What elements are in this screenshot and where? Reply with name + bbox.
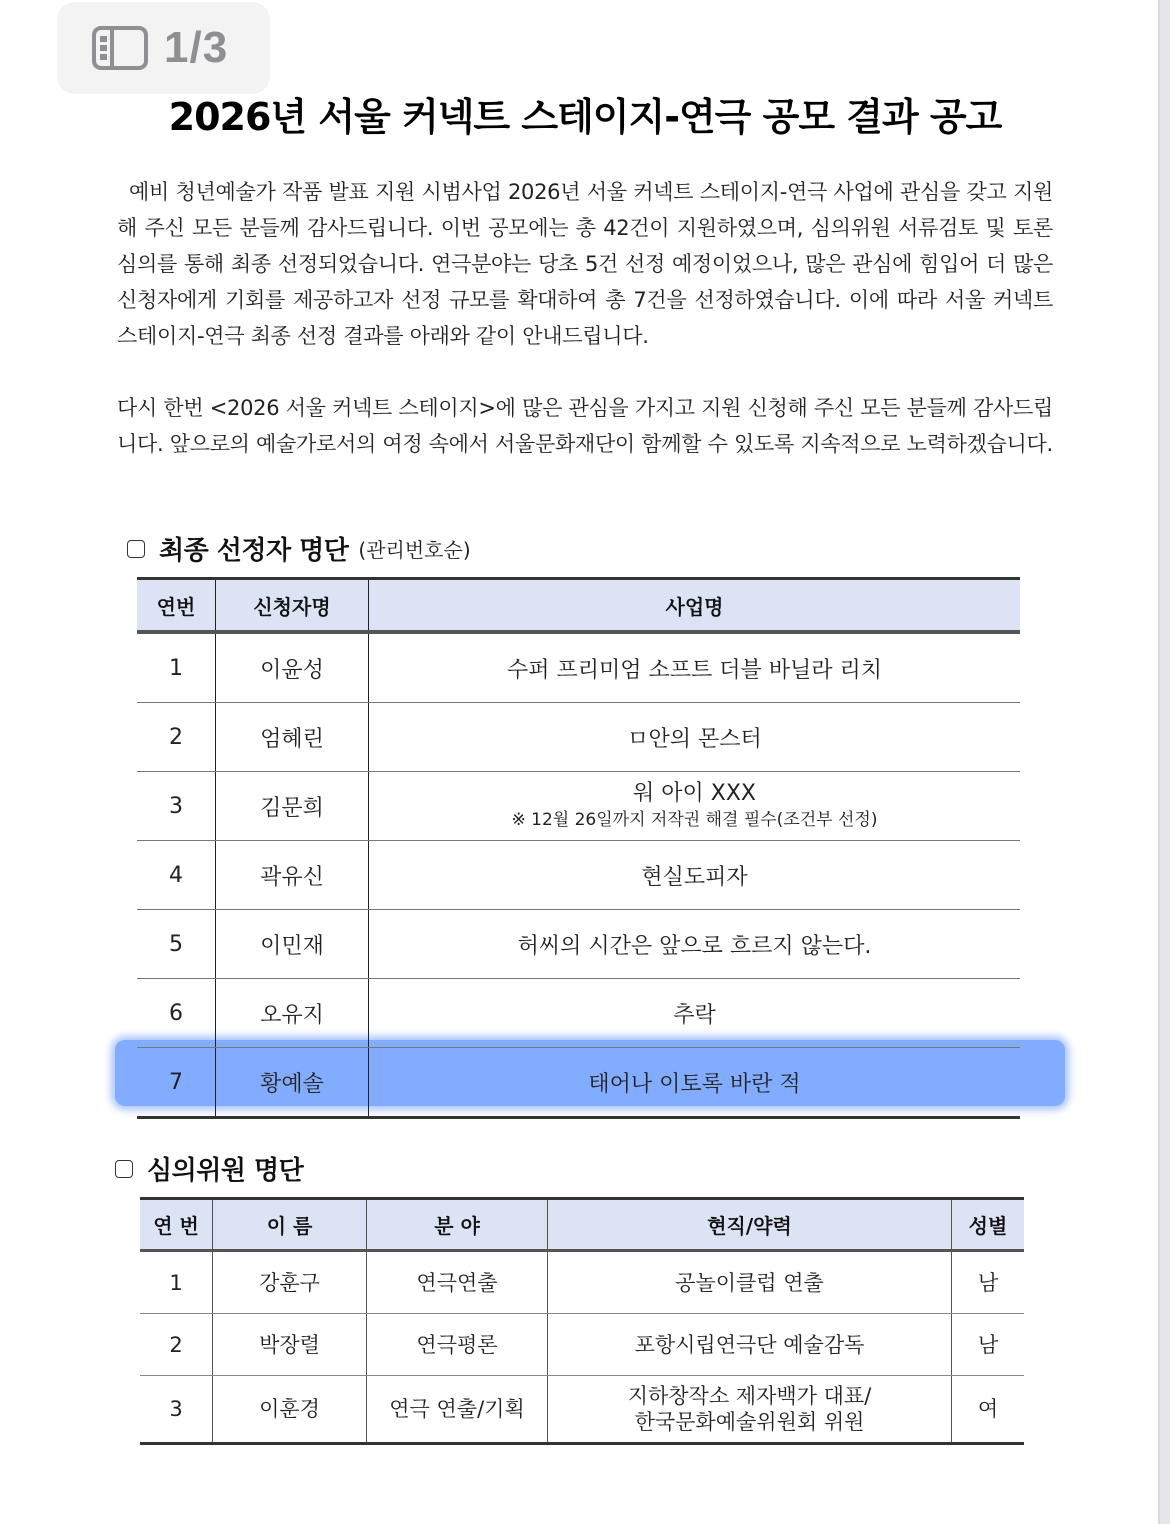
cell-project: ㅁ안의 몬스터 — [369, 703, 1021, 772]
cell-no: 2 — [140, 1314, 213, 1376]
column-header-field: 분 야 — [367, 1199, 548, 1251]
table-row — [140, 1314, 1024, 1376]
cell-no: 1 — [137, 632, 216, 703]
cell-name: 이훈경 — [213, 1376, 367, 1444]
page-indicator-badge[interactable] — [57, 2, 270, 94]
table-header-row — [137, 579, 1020, 633]
table-row — [137, 703, 1020, 772]
committee-table — [140, 1197, 1024, 1445]
page-number: 1/3 — [164, 23, 229, 72]
table-row — [140, 1251, 1024, 1314]
cell-no: 3 — [137, 772, 216, 841]
cell-field: 연극 연출/기획 — [367, 1376, 548, 1444]
cell-name: 황예솔 — [216, 1048, 369, 1118]
cell-position: 포항시립연극단 예술감독 — [548, 1314, 952, 1376]
position-line-2: 한국문화예술위원회 위원 — [634, 1410, 865, 1434]
checkbox-icon — [127, 540, 145, 558]
cell-name: 박장렬 — [213, 1314, 367, 1376]
cell-name: 김문희 — [216, 772, 369, 841]
cell-name: 이민재 — [216, 910, 369, 979]
checkbox-icon — [115, 1160, 133, 1178]
cell-no: 5 — [137, 910, 216, 979]
cell-no: 6 — [137, 979, 216, 1048]
position-line-1: 지하창작소 제자백가 대표/ — [627, 1384, 872, 1408]
project-title: 워 아이 XXX — [633, 781, 756, 806]
table-row — [137, 632, 1020, 703]
table-header-row — [140, 1199, 1024, 1251]
cell-field: 연극연출 — [367, 1251, 548, 1314]
cell-project: 태어나 이토록 바란 적 — [369, 1048, 1021, 1118]
cell-field: 연극평론 — [367, 1314, 548, 1376]
cell-name: 엄혜린 — [216, 703, 369, 772]
closing-paragraph: 다시 한번 <2026 서울 커넥트 스테이지>에 많은 관심을 가지고 지원 신청해 주신 모든 분들께 감사드립니다. 앞으로의 예술가로서의 여정 속에서 서울문화재단이 함께할 수 있도록 지속적으로 노력하겠습니다. — [117, 396, 1053, 456]
table-row — [137, 772, 1020, 841]
intro-paragraph: 예비 청년예술가 작품 발표 지원 시범사업 2026년 서울 커넥트 스테이지-연극 사업에 관심을 갖고 지원해 주신 모든 분들께 감사드립니다. 이번 공모에는 총 42건이 지원하였으며, 심의위원 서류검토 및 토론심의를 통해 최종 선정되었습니다. 연극분야는 당초 5건 선정 예정이었으나, 많은 관심에 힘입어 더 많은 신청자에게 기회를 제공하고자 선정 규모를 확대하여 총 7건을 선정하였습니다. 이에 따라 서울 커넥트 스테이지-연극 최종 선정 결과를 아래와 같이 안내드립니다. — [117, 180, 1053, 348]
cell-position: 공놀이클럽 연출 — [548, 1251, 952, 1314]
column-header-no: 연번 — [137, 579, 216, 633]
cell-project — [369, 772, 1021, 841]
cell-name: 이윤성 — [216, 632, 369, 703]
committee-section-heading — [115, 1150, 303, 1187]
table-row-highlighted — [137, 1048, 1020, 1118]
cell-position — [548, 1376, 952, 1444]
cell-no: 2 — [137, 703, 216, 772]
cell-project: 허씨의 시간은 앞으로 흐르지 않는다. — [369, 910, 1021, 979]
cell-project: 현실도피자 — [369, 841, 1021, 910]
cell-name: 오유지 — [216, 979, 369, 1048]
cell-no: 7 — [137, 1048, 216, 1118]
cell-name: 곽유신 — [216, 841, 369, 910]
finalists-subheading: (관리번호순) — [358, 538, 471, 562]
table-row — [137, 979, 1020, 1048]
table-row — [140, 1376, 1024, 1444]
column-header-gender: 성별 — [952, 1199, 1025, 1251]
cell-gender: 남 — [952, 1251, 1025, 1314]
cell-name: 강훈구 — [213, 1251, 367, 1314]
cell-project: 수퍼 프리미엄 소프트 더블 바닐라 리치 — [369, 632, 1021, 703]
cell-no: 4 — [137, 841, 216, 910]
table-row — [137, 841, 1020, 910]
cell-no: 3 — [140, 1376, 213, 1444]
cell-gender: 여 — [952, 1376, 1025, 1444]
table-row — [137, 910, 1020, 979]
sidebar-thumbnails-icon — [92, 26, 148, 70]
column-header-no: 연 번 — [140, 1199, 213, 1251]
page-edge-strip — [1158, 0, 1170, 1524]
document-title: 2026년 서울 커넥트 스테이지-연극 공모 결과 공고 — [168, 95, 1002, 139]
cell-gender: 남 — [952, 1314, 1025, 1376]
finalists-heading: 최종 선정자 명단 — [159, 536, 349, 566]
column-header-name: 이 름 — [213, 1199, 367, 1251]
finalists-table — [137, 577, 1020, 1119]
project-note: ※ 12월 26일까지 저작권 해결 필수(조건부 선정) — [511, 810, 878, 830]
cell-no: 1 — [140, 1251, 213, 1314]
committee-heading: 심의위원 명단 — [147, 1156, 304, 1186]
column-header-project: 사업명 — [369, 579, 1021, 633]
column-header-position: 현직/약력 — [548, 1199, 952, 1251]
finalists-section-heading — [127, 530, 471, 567]
cell-project: 추락 — [369, 979, 1021, 1048]
column-header-applicant: 신청자명 — [216, 579, 369, 633]
